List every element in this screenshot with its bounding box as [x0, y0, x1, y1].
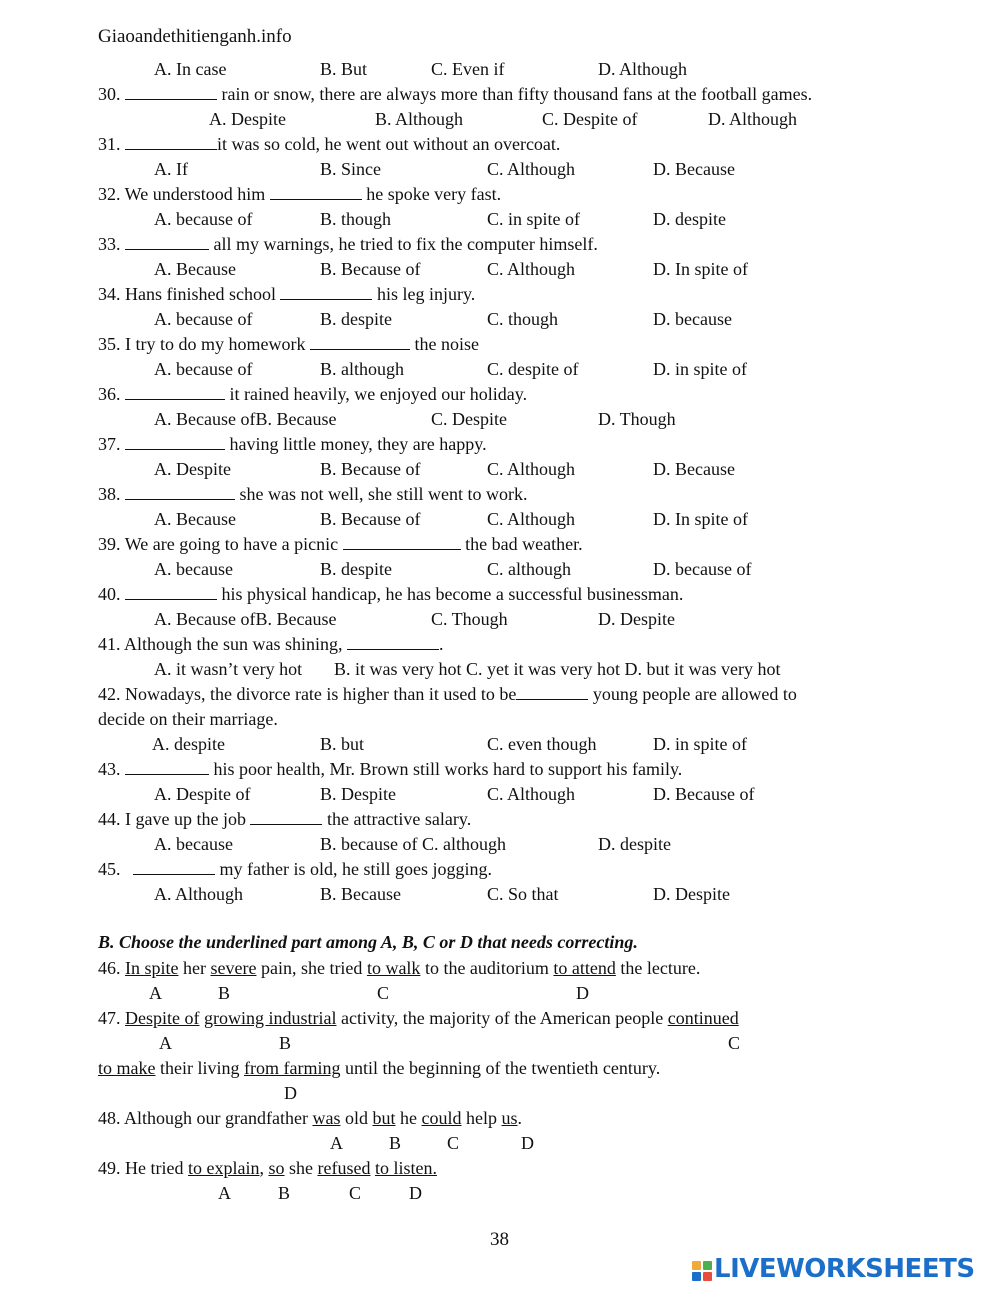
option[interactable]: D. Although	[708, 109, 798, 129]
question-49: 49. He tried to explain, so she refused to listen.	[98, 1158, 437, 1178]
option[interactable]: C. Though	[431, 609, 508, 629]
question-30: 30. rain or snow, there are always more than fifty thousand fans at the football games.	[98, 84, 813, 104]
option[interactable]: B. although	[320, 359, 404, 379]
option[interactable]: C. though	[487, 309, 559, 329]
option[interactable]: C. So that	[487, 884, 559, 904]
option[interactable]: A. because	[154, 834, 233, 854]
option[interactable]: A. because	[154, 559, 233, 579]
site-header: Giaoandethitienganh.info	[98, 26, 292, 47]
page-number: 38	[490, 1229, 509, 1250]
option[interactable]: C. although	[487, 559, 571, 579]
answer-blank[interactable]	[516, 683, 588, 700]
option[interactable]: B. Since	[320, 159, 381, 179]
choice-letter: B	[218, 983, 231, 1003]
answer-blank[interactable]	[125, 233, 209, 250]
question-35: 35. I try to do my homework the noise	[98, 334, 479, 354]
answer-blank[interactable]	[125, 83, 217, 100]
option[interactable]: C. Although	[487, 159, 576, 179]
question-39: 39. We are going to have a picnic the bad weather.	[98, 534, 583, 554]
option[interactable]: B. Because of	[320, 509, 421, 529]
question-34: 34. Hans finished school his leg injury.	[98, 284, 476, 304]
question-38: 38. she was not well, she still went to work.	[98, 484, 528, 504]
option[interactable]: D. In spite of	[653, 509, 748, 529]
underlined-part-d[interactable]: to attend	[553, 958, 616, 978]
option[interactable]: A. In case	[154, 59, 227, 79]
option[interactable]: C. Despite	[431, 409, 507, 429]
question-33: 33. all my warnings, he tried to fix the computer himself.	[98, 234, 598, 254]
answer-blank[interactable]	[125, 583, 217, 600]
answer-blank[interactable]	[310, 333, 410, 350]
question-32: 32. We understood him he spoke very fast.	[98, 184, 502, 204]
underlined-part-c[interactable]: refused	[317, 1158, 371, 1178]
answer-blank[interactable]	[125, 483, 235, 500]
choice-letter: A	[330, 1133, 343, 1153]
option[interactable]: D. In spite of	[653, 259, 748, 279]
section-b-title: B. Choose the underlined part among A, B, C or D that needs correcting.	[98, 932, 638, 952]
underlined-part-b[interactable]: so	[268, 1158, 285, 1178]
question-31: 31. it was so cold, he went out without an overcoat.	[98, 134, 561, 154]
choice-letter: C	[447, 1133, 460, 1153]
question-42-cont: decide on their marriage.	[98, 709, 278, 729]
answer-blank[interactable]	[125, 383, 225, 400]
answer-blank[interactable]	[125, 433, 225, 450]
answer-blank[interactable]	[250, 808, 322, 825]
question-46: 46. In spite her severe pain, she tried to walk to the auditorium to attend the lecture.	[98, 958, 701, 978]
underlined-part-c[interactable]: continued	[667, 1008, 739, 1028]
option[interactable]: B. Because of	[320, 459, 421, 479]
choice-letter: D	[284, 1083, 297, 1103]
question-42: 42. Nowadays, the divorce rate is higher than it used to be young people are allowed to	[98, 684, 797, 704]
option[interactable]: A. Despite	[209, 109, 286, 129]
option[interactable]: D. despite	[598, 834, 671, 854]
option[interactable]: B. despite	[320, 559, 392, 579]
option[interactable]: A. because of	[154, 309, 253, 329]
choice-letter: A	[149, 983, 162, 1003]
option[interactable]: A. Because	[154, 509, 236, 529]
option[interactable]: B. Because	[320, 884, 401, 904]
option[interactable]: D. Despite	[653, 884, 730, 904]
choice-letter: B	[278, 1183, 291, 1203]
underlined-part-d[interactable]: to make	[98, 1058, 156, 1078]
choice-letter: D	[576, 983, 589, 1003]
answer-blank[interactable]	[270, 183, 362, 200]
option[interactable]: D. Because of	[653, 784, 755, 804]
option[interactable]: D. despite	[653, 209, 726, 229]
option[interactable]: D. because of	[653, 559, 752, 579]
underlined-part-a[interactable]: In spite	[125, 958, 179, 978]
option[interactable]: D. because	[653, 309, 732, 329]
option[interactable]: D. Although	[598, 59, 688, 79]
logo-grid-icon	[692, 1261, 712, 1281]
option[interactable]: D. Because	[653, 159, 735, 179]
underlined-part-c[interactable]: could	[421, 1108, 462, 1128]
choice-letter: D	[521, 1133, 534, 1153]
option[interactable]: A. Because ofB. Because	[154, 609, 337, 629]
question-37: 37. having little money, they are happy.	[98, 434, 487, 454]
option[interactable]: D. Though	[598, 409, 676, 429]
option[interactable]: C. Despite of	[542, 109, 638, 129]
option[interactable]: B. despite	[320, 309, 392, 329]
option[interactable]: C. Although	[487, 459, 576, 479]
option[interactable]: D. in spite of	[653, 734, 747, 754]
underlined-part-b[interactable]: severe	[210, 958, 257, 978]
answer-blank[interactable]	[125, 133, 217, 150]
question-45: 45. my father is old, he still goes jogging.	[98, 859, 492, 879]
question-36: 36. it rained heavily, we enjoyed our holiday.	[98, 384, 528, 404]
option[interactable]: D. Because	[653, 459, 735, 479]
option[interactable]: A. Despite	[154, 459, 231, 479]
option[interactable]: C. Even if	[431, 59, 505, 79]
option[interactable]: D. in spite of	[653, 359, 747, 379]
choice-letter: B	[389, 1133, 402, 1153]
option[interactable]: B. though	[320, 209, 392, 229]
question-47: 47. Despite of growing industrial activity, the majority of the American people continued	[98, 1008, 739, 1028]
option[interactable]: B. because of C. although	[320, 834, 506, 854]
option[interactable]: B. Although	[375, 109, 464, 129]
answer-blank[interactable]	[133, 858, 215, 875]
option[interactable]: A. it wasn’t very hot	[154, 659, 303, 679]
option[interactable]: C. in spite of	[487, 209, 580, 229]
option[interactable]: A. because of	[154, 359, 253, 379]
option[interactable]: A. Because ofB. Because	[154, 409, 337, 429]
underlined-part-b[interactable]: but	[372, 1108, 396, 1128]
underlined-part-a[interactable]: Despite of	[125, 1008, 200, 1028]
underlined-part-d[interactable]: us	[501, 1108, 518, 1128]
option[interactable]: B. but	[320, 734, 365, 754]
option[interactable]: C. Although	[487, 784, 576, 804]
choice-letter: C	[728, 1033, 741, 1053]
underlined-part-a[interactable]: was	[312, 1108, 341, 1128]
question-41: 41. Although the sun was shining, .	[98, 634, 444, 654]
option[interactable]: B. it was very hot C. yet it was very hot D. but it was very hot	[334, 659, 781, 679]
option[interactable]: C. Although	[487, 259, 576, 279]
choice-letter: A	[218, 1183, 231, 1203]
option[interactable]: B. Because of	[320, 259, 421, 279]
option[interactable]: A. despite	[152, 734, 225, 754]
choice-letter: C	[377, 983, 390, 1003]
question-47-cont: to make their living from farming until the beginning of the twentieth century.	[98, 1058, 661, 1078]
question-43: 43. his poor health, Mr. Brown still works hard to support his family.	[98, 759, 683, 779]
choice-letter: B	[279, 1033, 292, 1053]
question-44: 44. I gave up the job the attractive salary.	[98, 809, 472, 829]
choice-letter: D	[409, 1183, 422, 1203]
question-48: 48. Although our grandfather was old but he could help us.	[98, 1108, 523, 1128]
underlined-part-a[interactable]: to explain	[187, 1158, 260, 1178]
option[interactable]: D. Despite	[598, 609, 675, 629]
answer-blank[interactable]	[343, 533, 461, 550]
underlined-part-d[interactable]: to listen.	[374, 1158, 437, 1178]
option[interactable]: B. But	[320, 59, 368, 79]
option[interactable]: C. despite of	[487, 359, 579, 379]
underlined-part-c[interactable]: to walk	[366, 958, 421, 978]
choice-letter: A	[159, 1033, 172, 1053]
answer-blank[interactable]	[280, 283, 372, 300]
option[interactable]: C. Although	[487, 509, 576, 529]
underlined-part-b[interactable]: growing industrial	[203, 1008, 337, 1028]
brand-text: LIVEWORKSHEETS	[714, 1254, 975, 1284]
option[interactable]: A. Despite of	[154, 784, 251, 804]
choice-letter: C	[349, 1183, 362, 1203]
liveworksheets-logo	[692, 1256, 992, 1284]
option[interactable]: A. Although	[154, 884, 244, 904]
underlined-phrase[interactable]: from farming	[243, 1058, 341, 1078]
option[interactable]: B. Despite	[320, 784, 396, 804]
answer-blank[interactable]	[125, 758, 209, 775]
option[interactable]: A. If	[154, 159, 188, 179]
option[interactable]: A. because of	[154, 209, 253, 229]
question-40: 40. his physical handicap, he has become a successful businessman.	[98, 584, 684, 604]
option[interactable]: A. Because	[154, 259, 236, 279]
option[interactable]: C. even though	[487, 734, 597, 754]
answer-blank[interactable]	[347, 633, 439, 650]
